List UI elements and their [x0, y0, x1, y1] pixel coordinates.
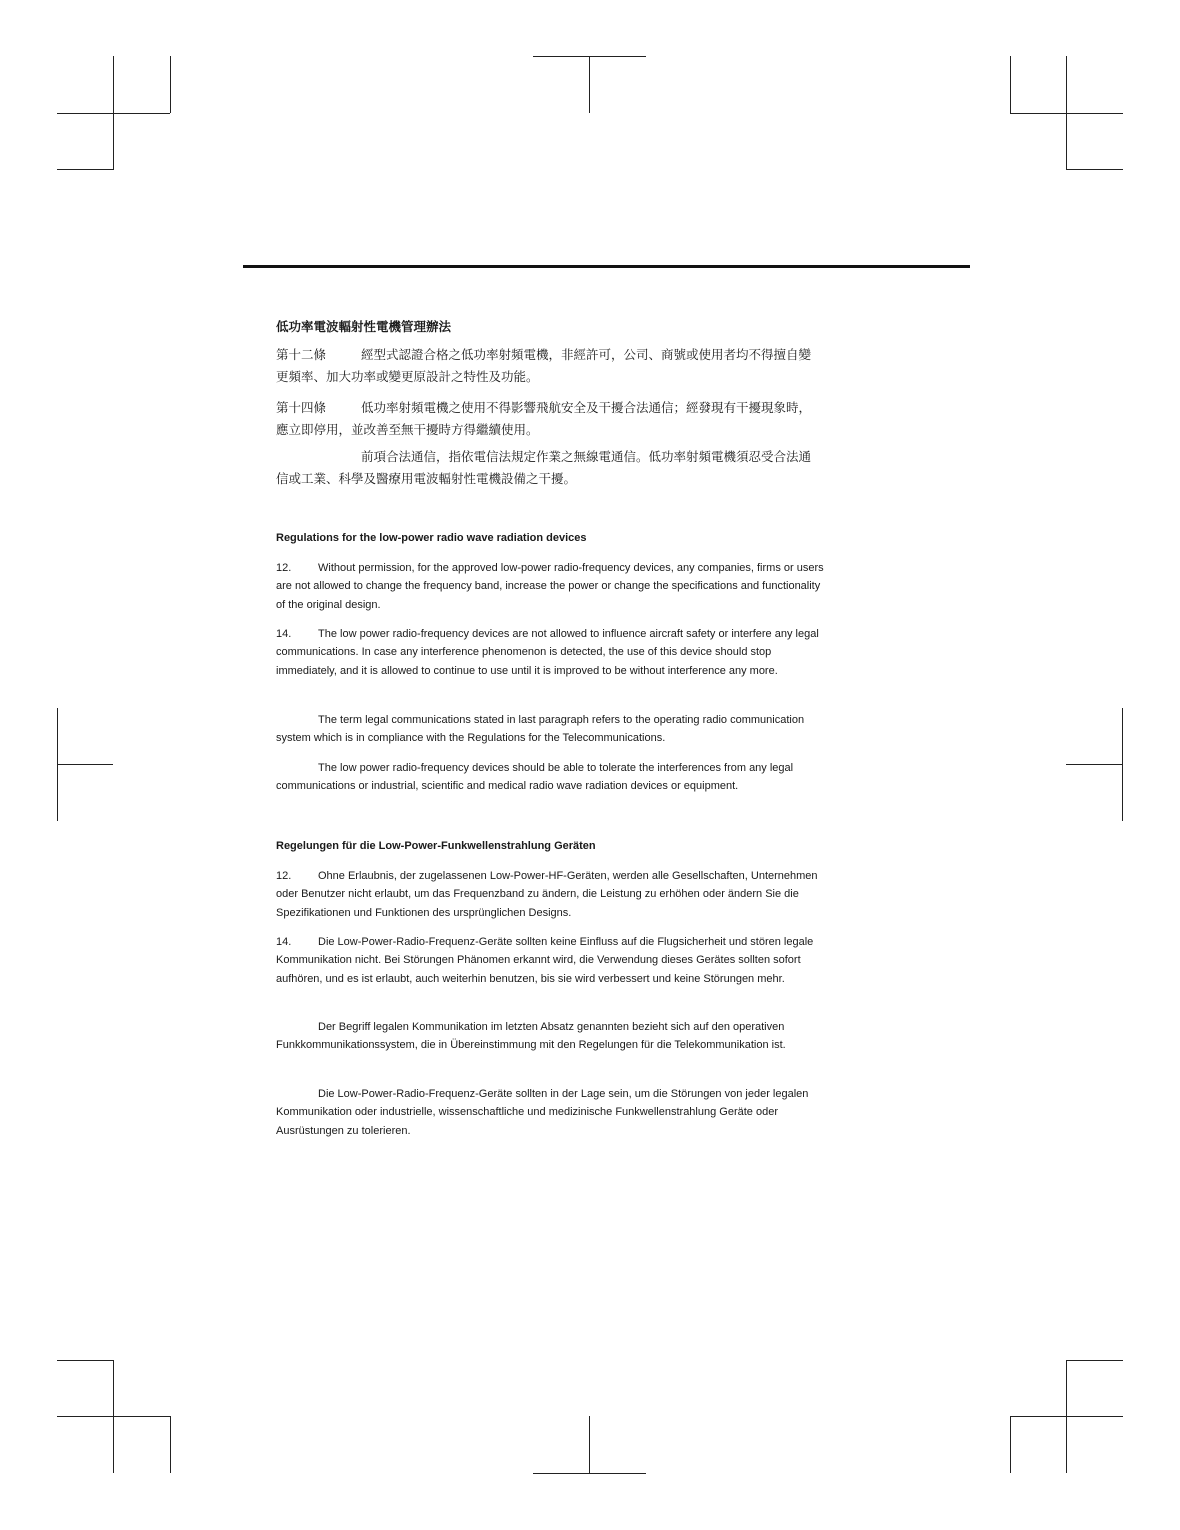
crop-mark: [57, 113, 170, 114]
crop-mark: [170, 1416, 171, 1473]
german-section-title: Regelungen für die Low-Power-Funkwellenstrahlung Geräten: [276, 840, 596, 852]
crop-mark: [1010, 56, 1011, 113]
article-number: 12.: [276, 562, 292, 574]
crop-mark: [533, 1473, 646, 1474]
article-number: 第十二條: [276, 347, 327, 362]
german-article-14-paragraph-3: [276, 1085, 824, 1140]
article-text: The low power radio-frequency devices are not allowed to influence aircraft safety or interfere any legal communications. In case any interference phenomenon is detected, the use of this device should stop immediately, and it is allowed to continue to use until it is improved to be without interference any more.: [276, 628, 819, 677]
crop-mark: [589, 56, 590, 113]
crop-mark: [1010, 113, 1123, 114]
article-number: 14.: [276, 628, 292, 640]
chinese-section-title: 低功率電波輻射性電機管理辦法: [276, 319, 452, 334]
crop-mark: [1066, 169, 1123, 170]
english-section-title: Regulations for the low-power radio wave radiation devices: [276, 532, 587, 544]
crop-mark: [1010, 1416, 1011, 1473]
crop-mark: [1122, 708, 1123, 821]
german-article-14: [276, 933, 824, 988]
article-text: 低功率射頻電機之使用不得影響飛航安全及干擾合法通信；經發現有干擾現象時，應立即停用，並改善至無干擾時方得繼續使用。: [276, 400, 812, 437]
english-article-12: [276, 559, 824, 614]
article-number: 第十四條: [276, 400, 327, 415]
article-number: 14.: [276, 936, 292, 948]
article-text: 經型式認證合格之低功率射頻電機，非經許可，公司、商號或使用者均不得擅自變更頻率、加大功率或變更原設計之特性及功能。: [276, 347, 812, 384]
crop-mark: [589, 1416, 590, 1473]
article-text: Der Begriff legalen Kommunikation im letzten Absatz genannten bezieht sich auf den operativen Funkkommunikationssystem, die in Übereinstimmung mit den Regelungen für die Telekommunikation ist.: [276, 1021, 786, 1052]
crop-mark: [113, 1360, 114, 1473]
german-article-12: [276, 867, 824, 922]
article-text: The low power radio-frequency devices should be able to tolerate the interferences from any legal communications or industrial, scientific and medical radio wave radiation devices or equipment.: [276, 762, 794, 793]
article-text: Die Low-Power-Radio-Frequenz-Geräte sollten keine Einfluss auf die Flugsicherheit und stören legale Kommunikation nicht. Bei Störungen Phänomen erkannt wird, die Verwendung dieses Gerätes sollten sofort aufhören, und es ist erlaubt, auch weiterhin benutzen, bis sie wird verbessert und keine Störungen mehr.: [276, 936, 814, 985]
english-article-14: [276, 625, 824, 680]
chinese-article-14-paragraph-2: [276, 446, 816, 490]
crop-mark: [57, 169, 114, 170]
article-number: 12.: [276, 870, 292, 882]
article-text: Ohne Erlaubnis, der zugelassenen Low-Power-HF-Geräten, werden alle Gesellschaften, Unternehmen oder Benutzer nicht erlaubt, um das Frequenzband zu ändern, die Leistung zu erhöhen oder ändern Sie die Spezifikationen und Funktionen des ursprünglichen Designs.: [276, 870, 818, 919]
crop-mark: [1066, 764, 1122, 765]
crop-mark: [1066, 1360, 1123, 1361]
crop-mark: [57, 764, 113, 765]
article-text: 前項合法通信，指依電信法規定作業之無線電通信。低功率射頻電機須忍受合法通信或工業、科學及醫療用電波輻射性電機設備之干擾。: [276, 449, 812, 486]
chinese-article-14: [276, 397, 816, 441]
english-article-14-paragraph-3: [276, 759, 824, 796]
crop-mark: [1066, 1360, 1067, 1473]
header-rule: [243, 265, 970, 268]
english-article-14-paragraph-2: [276, 711, 824, 748]
article-text: Die Low-Power-Radio-Frequenz-Geräte sollten in der Lage sein, um die Störungen von jeder legalen Kommunikation oder industrielle, wissenschaftliche und medizinische Funkwellenstrahlung Geräte oder Ausrüstungen zu tolerieren.: [276, 1088, 809, 1137]
german-article-14-paragraph-2: [276, 1018, 824, 1055]
crop-mark: [170, 56, 171, 113]
chinese-article-12: [276, 344, 816, 388]
article-text: Without permission, for the approved low-power radio-frequency devices, any companies, firms or users are not allowed to change the frequency band, increase the power or change the specifications and functionality of the original design.: [276, 562, 824, 611]
article-text: The term legal communications stated in last paragraph refers to the operating radio communication system which is in compliance with the Regulations for the Telecommunications.: [276, 714, 805, 745]
crop-mark: [57, 1360, 114, 1361]
